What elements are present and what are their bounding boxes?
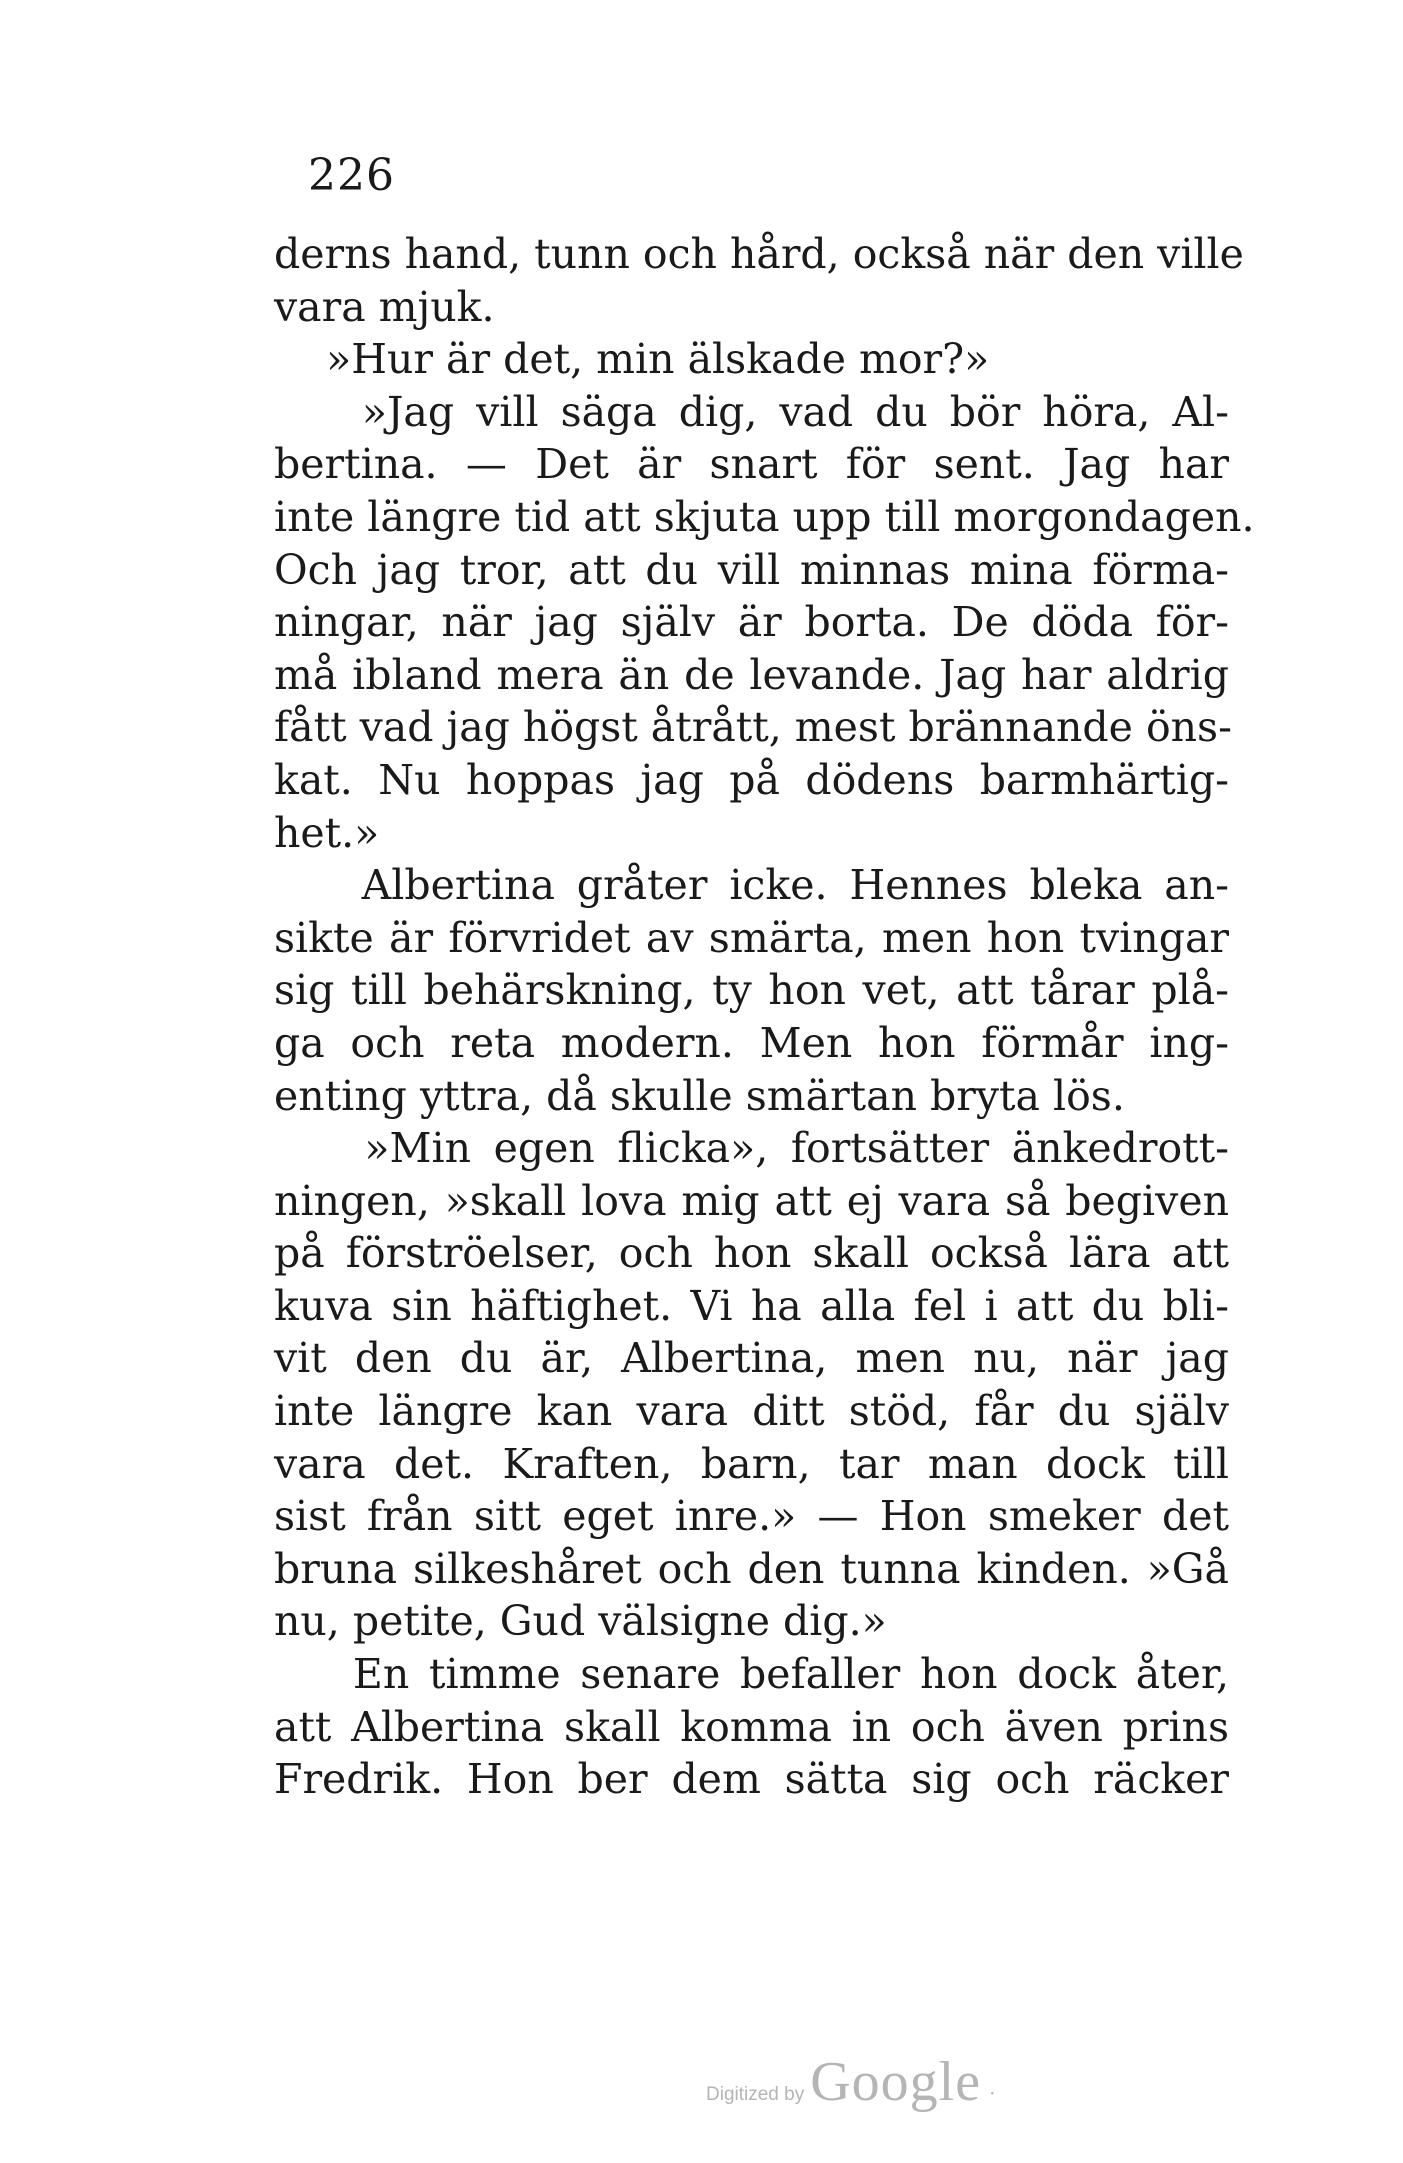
text-line: derns hand, tunn och hård, också när den ville	[274, 230, 1244, 278]
text-line: bertina. — Det är snart för sent. Jag har	[274, 440, 1229, 489]
google-logo: Google	[810, 2051, 982, 2113]
text-line: inte längre kan vara ditt stöd, får du själv	[274, 1387, 1229, 1436]
text-line: sig till behärskning, ty hon vet, att tårar plå-	[274, 966, 1229, 1015]
text-line: »Hur är det, min älskade mor?»	[274, 335, 990, 384]
text-line: En timme senare befaller hon dock åter,	[274, 1650, 1229, 1699]
text-line: ningen, »skall lova mig att ej vara så begiven	[274, 1176, 1229, 1225]
text-line: vara mjuk.	[274, 282, 495, 331]
text-line: kuva sin häftighet. Vi ha alla fel i att du bli-	[274, 1281, 1229, 1330]
page-number: 226	[308, 150, 395, 201]
digitized-watermark	[706, 2050, 995, 2114]
text-line: ga och reta modern. Men hon förmår ing-	[274, 1018, 1229, 1067]
text-line: inte längre tid att skjuta upp till morgondagen.	[274, 492, 1255, 541]
text-line: på förströelser, och hon skall också lära att	[274, 1229, 1229, 1278]
text-line: »Jag vill säga dig, vad du bör höra, Al-	[274, 387, 1229, 436]
text-line: kat. Nu hoppas jag på dödens barmhärtig-	[274, 755, 1229, 804]
text-line: vara det. Kraften, barn, tar man dock till	[274, 1439, 1229, 1488]
watermark-dot: ·	[989, 2081, 996, 2105]
text-line: ningar, när jag själv är borta. De döda för-	[274, 598, 1229, 647]
text-line: sikte är förvridet av smärta, men hon tvingar	[274, 913, 1229, 962]
text-line: må ibland mera än de levande. Jag har aldrig	[274, 650, 1229, 699]
text-line: bruna silkeshåret och den tunna kinden. »Gå	[274, 1544, 1229, 1593]
text-line: Albertina gråter icke. Hennes bleka an-	[274, 861, 1229, 910]
body-text	[274, 228, 1255, 1806]
text-line: nu, petite, Gud välsigne dig.»	[274, 1597, 887, 1646]
text-line: het.»	[274, 808, 380, 857]
text-line: sist från sitt eget inre.» — Hon smeker det	[274, 1492, 1229, 1541]
text-line: vit den du är, Albertina, men nu, när jag	[274, 1334, 1229, 1383]
text-line: Och jag tror, att du vill minnas mina förma-	[274, 545, 1229, 594]
text-line: »Min egen flicka», fortsätter änkedrott-	[274, 1124, 1229, 1173]
text-line: fått vad jag högst åtrått, mest brännande öns-	[274, 703, 1232, 752]
text-line: Fredrik. Hon ber dem sätta sig och räcker	[274, 1755, 1229, 1804]
digitized-by-label: Digitized by	[706, 2084, 805, 2105]
text-line: enting yttra, då skulle smärtan bryta lös.	[274, 1071, 1125, 1120]
text-line: att Albertina skall komma in och även prins	[274, 1702, 1229, 1751]
